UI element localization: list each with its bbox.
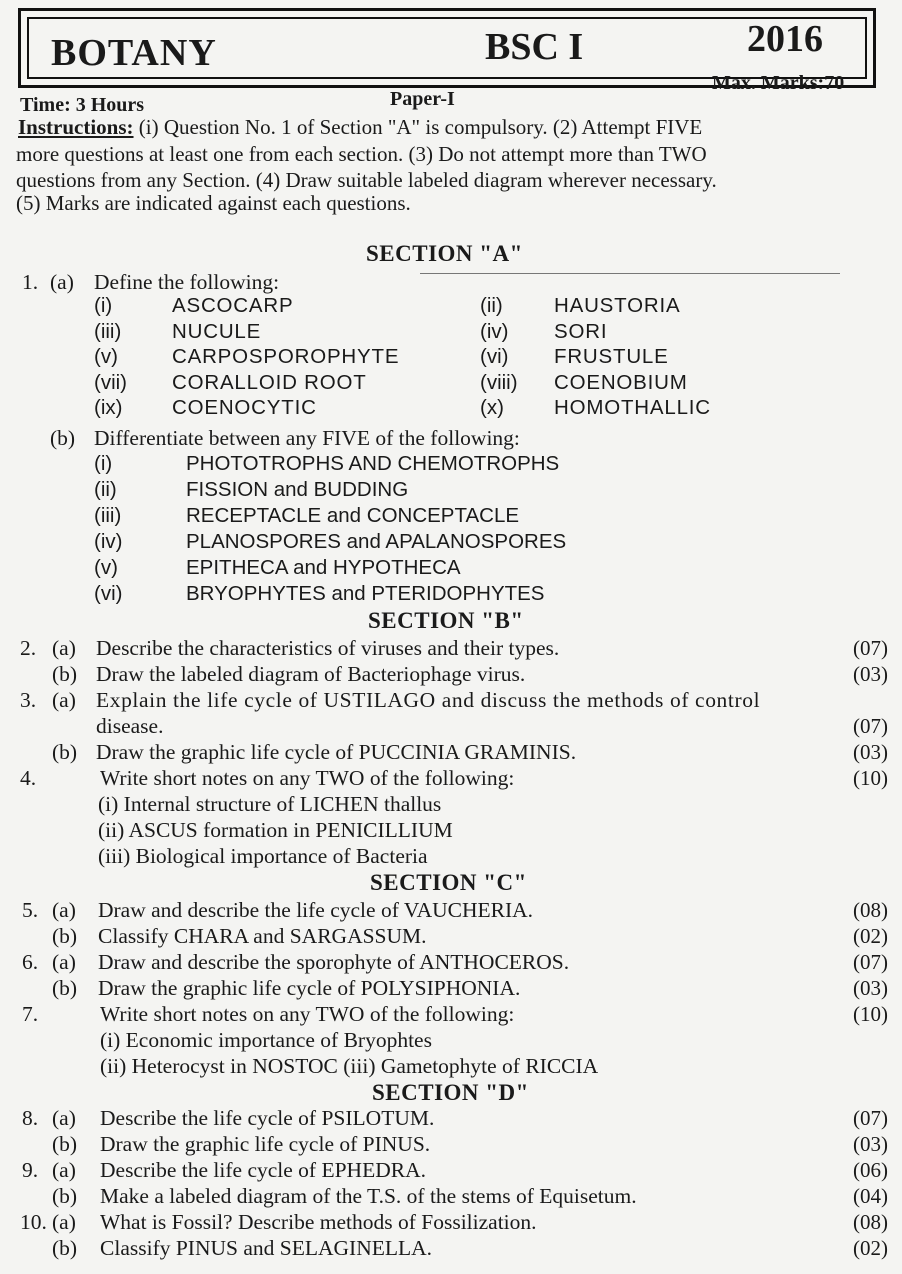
- q2b-label: (b): [52, 662, 78, 686]
- section-a-heading: SECTION "A": [366, 241, 523, 266]
- q9b-marks: (04): [853, 1184, 888, 1208]
- pair-text: PLANOSPORES and APALANOSPORES: [186, 530, 567, 553]
- q9a-label: (a): [52, 1158, 76, 1182]
- q4-item: (iii) Biological importance of Bacteria: [98, 844, 428, 868]
- section-d-heading: SECTION "D": [372, 1080, 529, 1105]
- q10a-label: (a): [52, 1210, 76, 1234]
- q4-item: (ii) ASCUS formation in PENICILLIUM: [98, 818, 453, 842]
- pair-text: FISSION and BUDDING: [186, 478, 409, 501]
- q8a-marks: (07): [853, 1106, 888, 1130]
- q7-number: 7.: [22, 1002, 39, 1026]
- paper-label: Paper-I: [390, 88, 455, 110]
- term-number: (viii): [480, 370, 518, 394]
- class-title: BSC I: [485, 26, 584, 68]
- q2a-text: Describe the characteristics of viruses and their types.: [96, 636, 560, 660]
- q3a-text-cont: disease.: [96, 714, 164, 738]
- pair-number: (i): [94, 452, 113, 475]
- pair-number: (v): [94, 556, 118, 579]
- q8a-label: (a): [52, 1106, 76, 1130]
- q10b-label: (b): [52, 1236, 78, 1260]
- pair-number: (vi): [94, 582, 123, 605]
- q4-marks: (10): [853, 766, 888, 790]
- q6a-label: (a): [52, 950, 76, 974]
- pair-text: EPITHECA and HYPOTHECA: [186, 556, 461, 579]
- q1b-text: Differentiate between any FIVE of the following:: [94, 426, 520, 450]
- q6b-label: (b): [52, 976, 78, 1000]
- q6a-text: Draw and describe the sporophyte of ANTHOCEROS.: [98, 950, 570, 974]
- pair-number: (iv): [94, 530, 123, 553]
- q8-number: 8.: [22, 1106, 39, 1130]
- q5a-label: (a): [52, 898, 76, 922]
- q5b-label: (b): [52, 924, 78, 948]
- header-inner-border: [27, 17, 867, 79]
- q10b-text: Classify PINUS and SELAGINELLA.: [100, 1236, 433, 1260]
- pair-number: (ii): [94, 478, 117, 501]
- q4-number: 4.: [20, 766, 37, 790]
- q10a-marks: (08): [853, 1210, 888, 1234]
- q8b-label: (b): [52, 1132, 78, 1156]
- q1b-label: (b): [50, 426, 76, 450]
- max-marks-label: Max. Marks:70: [712, 72, 845, 94]
- pair-number: (iii): [94, 504, 122, 527]
- q9b-label: (b): [52, 1184, 78, 1208]
- q10a-text: What is Fossil? Describe methods of Fossilization.: [100, 1210, 537, 1234]
- year-title: 2016: [747, 18, 823, 60]
- q6-number: 6.: [22, 950, 39, 974]
- q3a-label: (a): [52, 688, 76, 712]
- term-number: (i): [94, 294, 113, 317]
- q6b-text: Draw the graphic life cycle of POLYSIPHONIA.: [98, 976, 521, 1000]
- q10b-marks: (02): [853, 1236, 888, 1260]
- term-text: FRUSTULE: [554, 345, 669, 368]
- instructions-text-1: (i) Question No. 1 of Section "A" is compulsory. (2) Attempt FIVE: [133, 115, 703, 139]
- q7-text: Write short notes on any TWO of the following:: [100, 1002, 515, 1026]
- q3b-label: (b): [52, 740, 78, 764]
- time-label: Time: 3 Hours: [20, 94, 145, 116]
- term-number: (ix): [94, 396, 123, 419]
- q1a-text: Define the following:: [94, 270, 280, 294]
- q2-number: 2.: [20, 636, 37, 660]
- term-number: (v): [94, 345, 118, 368]
- q2a-marks: (07): [853, 636, 888, 660]
- q7-item: (i) Economic importance of Bryophtes: [100, 1028, 432, 1052]
- term-number: (iv): [480, 319, 509, 343]
- q1-number: 1.: [22, 270, 39, 294]
- q4-text: Write short notes on any TWO of the following:: [100, 766, 515, 790]
- q6a-marks: (07): [853, 950, 888, 974]
- q9a-marks: (06): [853, 1158, 888, 1182]
- q7-item: (ii) Heterocyst in NOSTOC (iii) Gametophyte of RICCIA: [100, 1054, 599, 1078]
- q5-number: 5.: [22, 898, 39, 922]
- q6b-marks: (03): [853, 976, 888, 1000]
- term-text: SORI: [554, 319, 608, 343]
- q3a-text: Explain the life cycle of USTILAGO and discuss the methods of control: [96, 688, 761, 712]
- term-text: HAUSTORIA: [554, 294, 681, 317]
- pair-text: RECEPTACLE and CONCEPTACLE: [186, 504, 520, 527]
- q8a-text: Describe the life cycle of PSILOTUM.: [100, 1106, 435, 1130]
- term-number: (x): [480, 396, 504, 419]
- q7-marks: (10): [853, 1002, 888, 1026]
- q9b-text: Make a labeled diagram of the T.S. of the stems of Equisetum.: [100, 1184, 637, 1208]
- section-c-heading: SECTION "C": [370, 870, 527, 895]
- term-text: CARPOSPOROPHYTE: [172, 345, 400, 368]
- term-text: COENOCYTIC: [172, 396, 317, 419]
- q2b-text: Draw the labeled diagram of Bacteriophage virus.: [96, 662, 526, 686]
- q3a-marks: (07): [853, 714, 888, 738]
- divider-line: [420, 273, 840, 274]
- q5a-text: Draw and describe the life cycle of VAUCHERIA.: [98, 898, 534, 922]
- term-number: (iii): [94, 319, 122, 343]
- q5b-marks: (02): [853, 924, 888, 948]
- q9-number: 9.: [22, 1158, 39, 1182]
- term-text: ASCOCARP: [172, 294, 294, 317]
- pair-text: PHOTOTROPHS AND CHEMOTROPHS: [186, 452, 560, 475]
- q3-number: 3.: [20, 688, 37, 712]
- q3b-marks: (03): [853, 740, 888, 764]
- term-text: NUCULE: [172, 319, 262, 343]
- subject-title: BOTANY: [51, 32, 217, 74]
- q8b-marks: (03): [853, 1132, 888, 1156]
- pair-text: BRYOPHYTES and PTERIDOPHYTES: [186, 582, 545, 605]
- instructions-line-2: more questions at least one from each section. (3) Do not attempt more than TWO: [16, 142, 707, 166]
- term-number: (ii): [480, 294, 503, 317]
- q4-item: (i) Internal structure of LICHEN thallus: [98, 792, 442, 816]
- term-number: (vi): [480, 345, 509, 368]
- term-text: HOMOTHALLIC: [554, 396, 711, 419]
- term-text: CORALLOID ROOT: [172, 370, 367, 394]
- q5b-text: Classify CHARA and SARGASSUM.: [98, 924, 427, 948]
- q10-number: 10.: [20, 1210, 47, 1234]
- q1a-label: (a): [50, 270, 74, 294]
- q3b-text: Draw the graphic life cycle of PUCCINIA GRAMINIS.: [96, 740, 577, 764]
- q8b-text: Draw the graphic life cycle of PINUS.: [100, 1132, 431, 1156]
- instructions-label: Instructions:: [18, 115, 134, 139]
- q9a-text: Describe the life cycle of EPHEDRA.: [100, 1158, 426, 1182]
- q2a-label: (a): [52, 636, 76, 660]
- term-text: COENOBIUM: [554, 370, 688, 394]
- instructions-line-1: [18, 114, 702, 140]
- instructions-line-3: questions from any Section. (4) Draw suitable labeled diagram wherever necessary.: [16, 168, 717, 192]
- term-number: (vii): [94, 370, 128, 394]
- section-b-heading: SECTION "B": [368, 608, 524, 633]
- instructions-line-4: (5) Marks are indicated against each questions.: [16, 191, 411, 215]
- q2b-marks: (03): [853, 662, 888, 686]
- q5a-marks: (08): [853, 898, 888, 922]
